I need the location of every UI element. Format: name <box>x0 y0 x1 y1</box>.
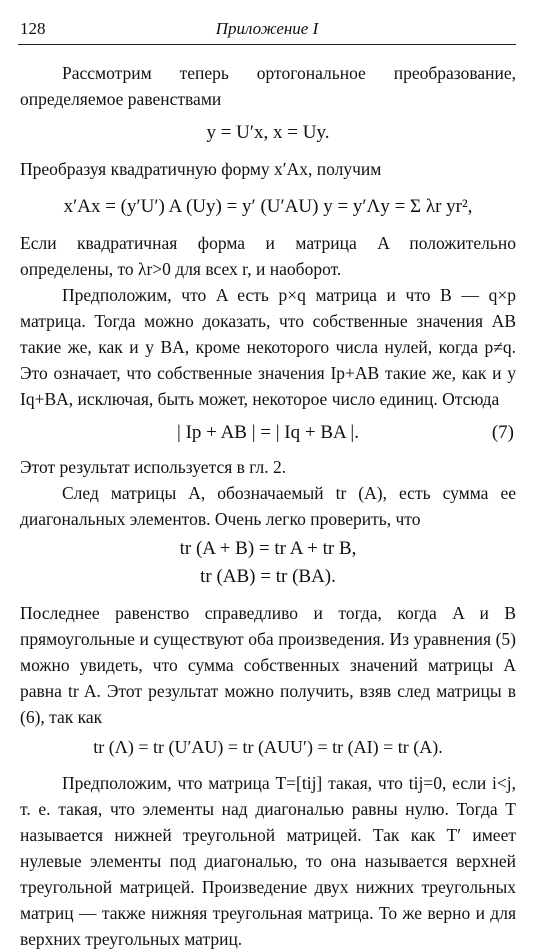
equation-3 <box>20 420 516 446</box>
equation-4: tr (A + B) = tr A + tr B, <box>179 538 357 559</box>
paragraph: Последнее равенство справедливо и тогда, когда A и B прямоугольные и существуют оба произведения. Из уравнения (5) можно увидеть, что сумма собственных значений матрицы A равна tr A. Этот результат можно получить, взяв след матрицы в (6), так как <box>20 603 516 727</box>
page-header <box>18 14 516 42</box>
page-number: 128 <box>20 19 46 38</box>
running-title: Приложение I <box>215 19 319 38</box>
equation-6: tr (Λ) = tr (U′AU) = tr (AUU′) = tr (AI) = tr (A). <box>93 737 443 757</box>
equation-2: x′Ax = (y′U′) A (Uy) = y′ (U′AU) y = y′Λy = Σ λr yr², <box>63 196 473 217</box>
equation-number: (7) <box>491 422 514 443</box>
paragraph: Если квадратичная форма и матрица A положительно определены, то λr>0 для всех r, и наоборот. <box>20 233 516 279</box>
paragraph: Рассмотрим теперь ортогональное преобразование, определяемое равенствами <box>20 63 516 109</box>
header-rule <box>18 44 516 45</box>
equation-3-body: | Ip + AB | = | Iq + BA |. <box>177 422 359 443</box>
paragraph: Предположим, что матрица T=[tij] такая, что tij=0, если i<j, т. е. такая, что элементы над диагональю равны нулю. Тогда T называется нижней треугольной матрицей. Так как T′ имеет нулевые элементы под диагональю, то она называется верхней треугольной матрицей. Произведение двух нижних треугольных матриц — также нижняя треугольная матрица. То же верно и для верхних треугольных матриц. <box>20 773 516 949</box>
equation-5: tr (AB) = tr (BA). <box>200 566 336 587</box>
paragraph: Предположим, что A есть p×q матрица и что B — q×p матрица. Тогда можно доказать, что собственные значения AB такие же, как и у BA, кроме некоторого числа нулей, когда p≠q. Это означает, что собственные значения Ip+AB такие же, как и у Iq+BA, исключая, быть может, некоторое число единиц. Отсюда <box>20 285 516 409</box>
paragraph: Этот результат используется в гл. 2. <box>20 457 287 477</box>
page-body <box>20 60 516 952</box>
paragraph: След матрицы A, обозначаемый tr (A), есть сумма ее диагональных элементов. Очень легко проверить, что <box>20 483 516 529</box>
paragraph: Преобразуя квадратичную форму x′Ax, получим <box>20 159 382 179</box>
equation-1: y = U′x, x = Uy. <box>206 122 330 143</box>
